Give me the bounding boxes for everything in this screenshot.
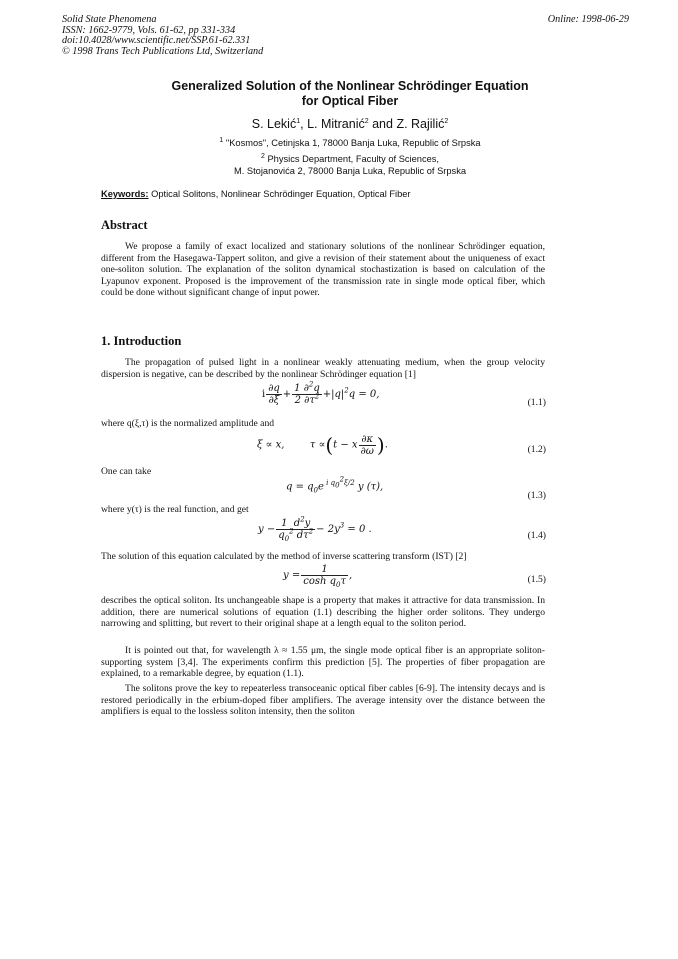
paper-title	[60, 79, 640, 109]
journal-name: Solid State Phenomena	[62, 14, 157, 25]
journal-header	[62, 15, 263, 57]
ist-solution-line: The solution of this equation calculated by the method of inverse scattering transform (IST) [2]	[101, 551, 467, 562]
affiliation-2-line-1: Physics Department, Faculty of Sciences,	[267, 154, 440, 164]
author-1-affil: 1	[296, 117, 301, 125]
author-1: S. Lekić	[251, 117, 297, 131]
where-amplitude-line: where q(ξ,τ) is the normalized amplitude and	[101, 418, 275, 429]
equation-1-3: $q = q_0e$ $^{i q_0^2\xi/2}$ y (τ),	[286, 476, 384, 495]
author-2: L. Mitranić	[307, 117, 365, 131]
title-line-1: Generalized Solution of the Nonlinear Schrödinger Equation	[171, 79, 529, 93]
affiliation-1-mark: 1	[219, 136, 224, 144]
affiliation-2	[60, 154, 640, 177]
affiliation-1	[60, 138, 640, 150]
title-line-2: for Optical Fiber	[301, 94, 399, 108]
equation-1-4: y − $\frac{1 d^2y}{q_0^2 d\tau^2}$ − $2y^3 = 0$ .	[258, 515, 372, 543]
online-date: Online: 1998-06-29	[547, 14, 629, 25]
one-can-take-line: One can take	[101, 466, 152, 477]
affiliation-1-text: "Kosmos", Cetinjska 1, 78000 Banja Luka, Republic of Srpska	[225, 138, 481, 148]
abstract-text	[101, 241, 545, 299]
intro-paragraph-2: describes the optical soliton. Its unchangeable shape is a property that makes it attractive for data transmission. In addition, there are numerical solutions of equation (1.1) describing the higher order solitons. They undergo narrowing and splitting, but revert to their original shape at a length equal to the soliton period.	[101, 595, 545, 630]
equation-number-1-4: (1.4)	[527, 530, 546, 541]
issn-line: ISSN: 1662-9779, Vols. 61-62, pp 331-334	[62, 24, 236, 36]
equation-number-1-2: (1.2)	[527, 444, 546, 455]
equation-number-1-3: (1.3)	[527, 490, 546, 501]
equation-1-1: i $\frac{\partial q}{\partial\xi}$ + $\frac{1 \partial^2q}{2 \partial\tau^2}$ $+|q|^2q = 0$,	[262, 380, 380, 406]
author-3: Z. Rajilić	[396, 117, 445, 131]
where-real-function-line: where y(τ) is the real function, and get	[101, 504, 249, 515]
intro-paragraph-3-text: It is pointed out that, for wavelength λ ≈ 1.55 μm, the single mode optical fiber is an appropriate soliton-supporting system [3,4]. The experiments confirm this prediction [5]. The properties of fiber propagation are explained, to a remarkable degree, by equation (1.1).	[101, 645, 545, 680]
affiliation-2-line-2: M. Stojanovića 2, 78000 Banja Luka, Republic of Srpska	[233, 165, 467, 176]
intro-paragraph-1	[101, 357, 545, 380]
intro-paragraph-4-text: The solitons prove the key to repeaterless transoceanic optical fiber cables [6-9]. The intensity decays and is restored periodically in the erbium-doped fiber amplifiers. The average intensity over the distance between the amplifiers is equal to the lossless soliton intensity, then the soliton	[101, 683, 545, 718]
intro-paragraph-3	[101, 645, 545, 680]
intro-heading: 1. Introduction	[101, 334, 182, 348]
copyright-line: © 1998 Trans Tech Publications Ltd, Switzerland	[62, 45, 264, 57]
keywords	[101, 189, 411, 199]
author-sep-1: ,	[300, 117, 308, 131]
keywords-label: Keywords:	[101, 189, 149, 199]
intro-paragraph-1-text: The propagation of pulsed light in a nonlinear weakly attenuating medium, when the group velocity dispersion is negative, can be described by the nonlinear Schrödinger equation [1]	[101, 357, 545, 380]
author-list	[60, 117, 640, 131]
author-2-affil: 2	[364, 117, 369, 125]
author-3-affil: 2	[444, 117, 449, 125]
doi-line: doi:10.4028/www.scientific.net/SSP.61-62.331	[62, 35, 251, 47]
keywords-text: Optical Solitons, Nonlinear Schrödinger Equation, Optical Fiber	[148, 189, 411, 199]
equation-number-1-1: (1.1)	[527, 397, 546, 408]
abstract-body: We propose a family of exact localized and stationary solutions of the nonlinear Schrödinger equation, different from the Hasegawa-Tappert soliton, and give a revision of their statement about the uniqueness of exact one-soliton solution. The explanation of the soliton dynamical stochastization is based on calculation of the Lyapunov exponent. Proposed is the improvement of the transmission rate in single mode optical fiber, which could be done without significant change of input power.	[101, 241, 545, 299]
equation-1-5: y = $\frac{1}{\cosh q_0\tau}$ ,	[283, 564, 353, 589]
intro-paragraph-4	[101, 683, 545, 718]
equation-number-1-5: (1.5)	[527, 574, 546, 585]
affiliation-2-mark: 2	[260, 152, 265, 160]
author-sep-2: and	[368, 117, 397, 131]
abstract-heading: Abstract	[101, 218, 148, 232]
equation-1-2: ξ ∝ x, τ ∝(t − x $\frac{\partial\kappa}{\partial\omega}$ ).	[257, 433, 388, 457]
